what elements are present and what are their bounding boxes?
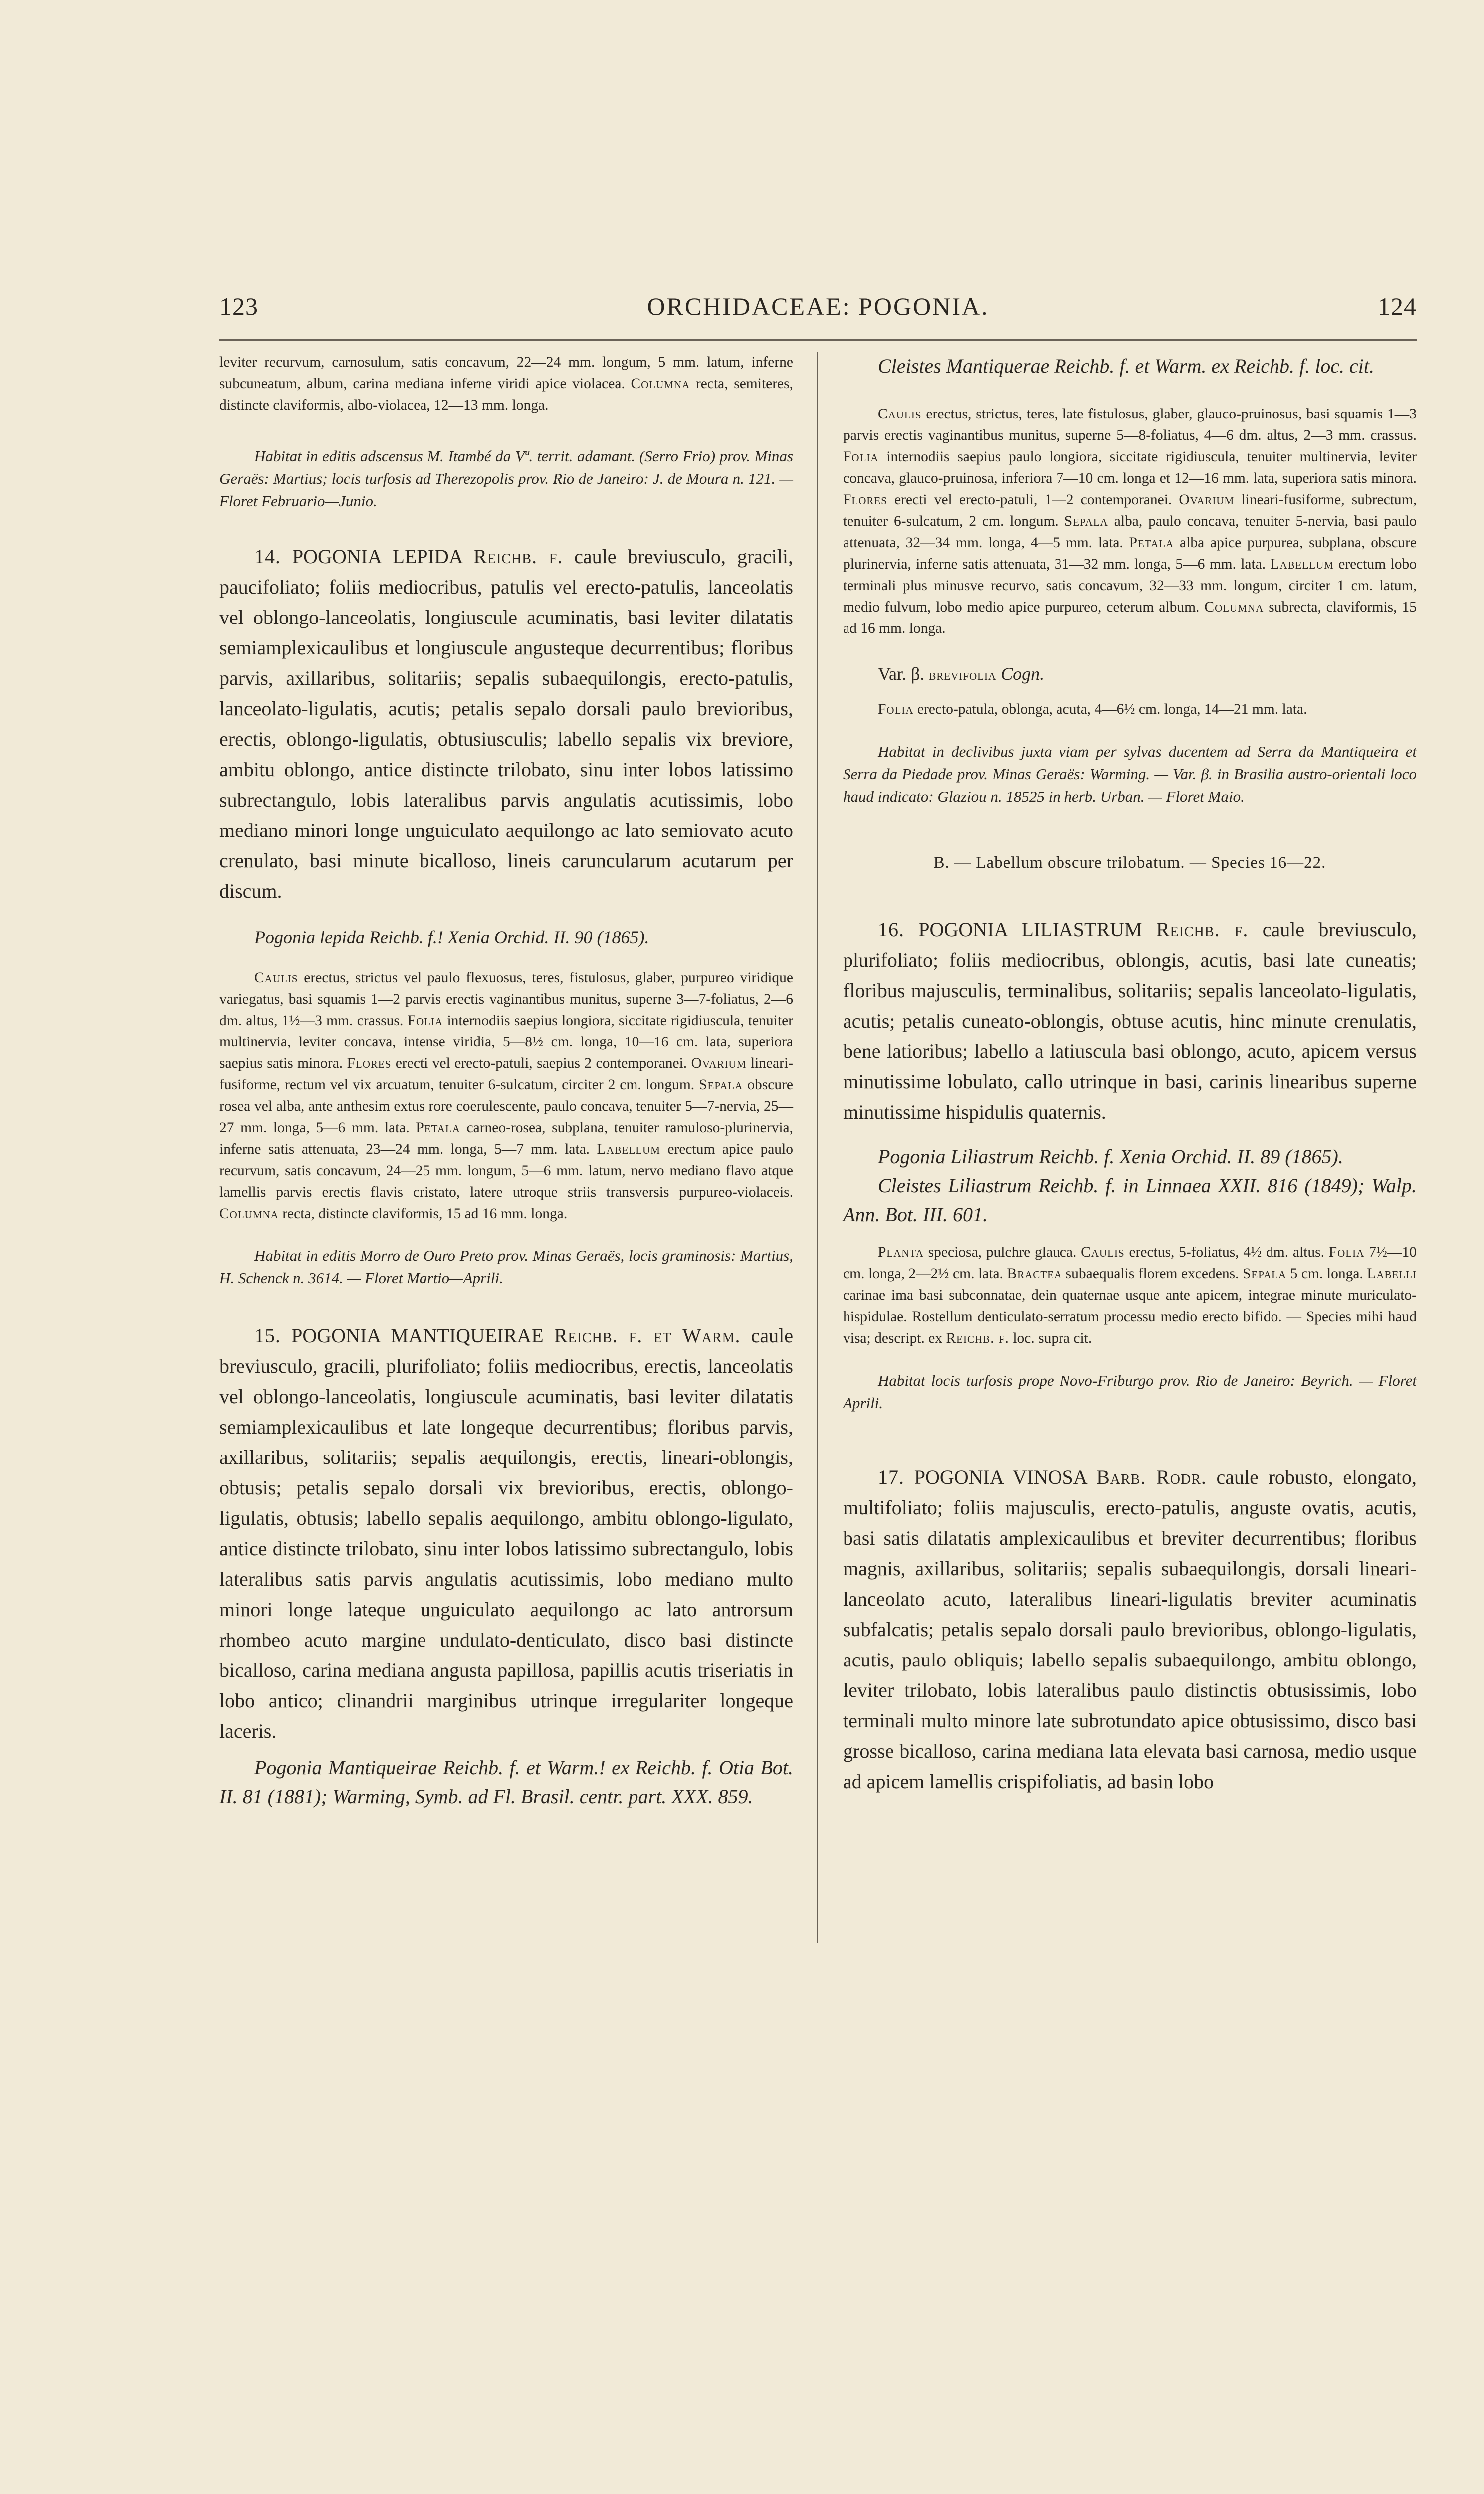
species-16-habitat: Habitat locis turfosis prope Novo-Friburgo prov. Rio de Janeiro: Beyrich. — Floret Aprili.: [843, 1372, 1417, 1412]
species-14-habitat: Habitat in editis Morro de Ouro Preto prov. Minas Geraës, locis graminosis: Martius, H. Schenck n. 3614. — Floret Martio—Aprili.: [219, 1247, 793, 1287]
header-rule: [219, 339, 1417, 341]
species-16-synonym-cleistes: Cleistes Liliastrum Reichb. f. in Linnaea XXII. 816 (1849); Walp. Ann. Bot. III. 601.: [843, 1174, 1417, 1226]
running-header: [219, 292, 1417, 332]
running-title: ORCHIDACEAE: POGONIA.: [647, 292, 989, 320]
section-b-heading: B. — Labellum obscure trilobatum. — Species 16—22.: [933, 854, 1326, 872]
species-16-diagnosis: 16. POGONIA LILIASTRUM Reichb. f. caule breviusculo, plurifoliato; foliis mediocribus, oblongis, acutis, basi late cuneatis; floribus majusculis, terminalibus, solitariis; sepalis lanceolato-ligulatis, acutis; petalis cuneato-oblongis, obtuse acutis, hinc minute crenulatis, bene latioribus; labello a latiuscula basi oblongo, acuto, apicem versus minutissime lobulato, callo utrinque in basi, carinis linearibus superne minutissime hispidulis quaternis.: [843, 918, 1417, 1123]
page-number-left: 123: [219, 292, 258, 320]
species-15-synonym-cleistes: Cleistes Mantiquerae Reichb. f. et Warm. ex Reichb. f. loc. cit.: [878, 355, 1374, 377]
species-14-description: Caulis erectus, strictus vel paulo flexuosus, teres, fistulosus, glaber, purpureo viridique variegatus, basi squamis 1—2 parvis erectis vaginantibus munitus, superne 3—7-foliatus, 2—6 dm. altus, 1½—3 mm. crassus. Folia internodiis saepius longiora, siccitate rigidiuscula, tenuiter multinervia, leviter concava, intense viridia, 5—8½ cm. longa, 10—16 cm. lata, superiora saepius satis minora. Flores erecti vel erecto-patuli, saepius 2 contemporanei. Ovarium lineari-fusiforme, rectum vel vix arcuatum, tenuiter 6-sulcatum, circiter 2 cm. longum. Sepala obscure rosea vel alba, ante anthesim extus rore coerulescente, paulo concava, tenuiter 5—7-nervia, 25—27 mm. longa, 5—6 mm. lata. Petala carneo-rosea, subplana, tenuiter ramuloso-plurinervia, inferne satis attenuata, 23—24 mm. longa, 5—7 mm. lata. Labellum erectum apice paulo recurvum, satis concavum, 24—25 mm. longum, 5—6 mm. latum, nervo mediano flavo atque lamellis parvis erectis flavis cristato, latere utroque striis transversis purpureo-violaceis. Columna recta, distincte claviformis, 15 ad 16 mm. longa.: [219, 970, 793, 1222]
species-16-synonym-pogonia: Pogonia Liliastrum Reichb. f. Xenia Orchid. II. 89 (1865).: [878, 1145, 1343, 1168]
species-17-diagnosis: 17. POGONIA VINOSA Barb. Rodr. caule robusto, elongato, multifoliato; foliis majusculis, erecto-patulis, anguste ovatis, acutis, basi satis dilatatis amplexicaulibus et breviter decurrentibus; floribus magnis, axillaribus, solitariis; sepalis subaequilongis, dorsali lineari-lanceolato acuto, lateralibus lineari-ligulatis breviter acuminatis subfalcatis; petalis sepalo dorsali paulo brevioribus, oblongo-ligulatis, acutis, paulo obliquis; labello sepalis subaequilongo, ambitu oblongo, leviter trilobato, lobis lateralibus paulo distinctis obtusissimis, lobo terminali multo minore late subrotundato apice obtusissimo, disco basi grosse bicalloso, carina mediana lata elevata basi carnosa, medio usque ad apicem lamellis crispifoliatis, ad basin lobo: [843, 1466, 1417, 1793]
continued-description: leviter recurvum, carnosulum, satis concavum, 22—24 mm. longum, 5 mm. latum, inferne subcuneatum, album, carina mediana inferne viridi apice violacea. Columna recta, semiteres, distincte claviformis, albo-violacea, 12—13 mm. longa.: [219, 354, 794, 413]
variety-description: Folia erecto-patula, oblonga, acuta, 4—6½ cm. longa, 14—21 mm. lata.: [878, 701, 1307, 717]
column-divider: [817, 352, 818, 1943]
species-15-habitat: Habitat in declivibus juxta viam per sylvas ducentem ad Serra da Mantiqueira et Serra da Piedade prov. Minas Geraës: Warming. — Var. β. in Brasilia austro-orientali loco haud indicato: Glaziou n. 18525 in herb. Urban. — Floret Maio.: [843, 743, 1417, 805]
page-number-right: 124: [1378, 292, 1417, 320]
species-15-synonym: Pogonia Mantiqueirae Reichb. f. et Warm.! ex Reichb. f. Otia Bot. II. 81 (1881); Warming, Symb. ad Fl. Brasil. centr. part. XXX. 859.: [219, 1756, 793, 1808]
species-14-synonym: Pogonia lepida Reichb. f.! Xenia Orchid. II. 90 (1865).: [254, 927, 649, 947]
habitat-13: Habitat in editis adscensus M. Itambé da Vª. territ. adamant. (Serro Frio) prov. Minas Geraës: Martius; locis turfosis ad Therezopolis prov. Rio de Janeiro: J. de Moura n. 121. — Floret Februario—Junio.: [219, 447, 793, 510]
species-15-diagnosis: 15. POGONIA MANTIQUEIRAE Reichb. f. et Warm. caule breviusculo, gracili, plurifoliato; foliis mediocribus, erectis, lanceolatis vel oblongo-lanceolatis, longiuscule acuminatis, basi leviter dilatatis semiamplexicaulibus et late longeque decurrentibus; floribus parvis, axillaribus, solitariis; sepalis aequilongis, erectis, lineari-oblongis, obtusis; petalis sepalo dorsali vix brevioribus, erectis, oblongo-ligulatis, obtusis; labello sepalis aequilongo, ambitu oblongo-ligulato, antice distincte trilobato, sinu inter lobos latissimo subrectangulo, lobis lateralibus satis parvis angulatis acutissimis, lobo mediano multo minori longe lateque unguiculato aequilongo ac lato antrorsum rhombeo acuto margine undulato-denticulato, disco basi distincte bicalloso, carina mediana angusta papillosa, papillis acutis triseriatis in lobo antico; clinandrii marginibus utrinque irregulariter longeque laceris.: [219, 1324, 794, 1742]
species-14-diagnosis: 14. POGONIA LEPIDA Reichb. f. caule breviusculo, gracili, paucifoliato; foliis mediocribus, patulis vel erecto-patulis, lanceolatis vel oblongo-lanceolatis, longiuscule acuminatis, basi leviter dilatatis semiamplexicaulibus et longiuscule angusteque decurrentibus; floribus parvis, axillaribus, solitariis; sepalis subaequilongis, erecto-patulis, lanceolato-ligulatis, acutis; petalis sepalo dorsali paulo brevioribus, erectis, oblongo-ligulatis, obtusiusculis; labello sepalis vix breviore, ambitu oblongo, antice distincte trilobato, sinu inter lobos latissimo subrectangulo, lobis lateralibus parvis angulatis acutissimis, lobo mediano minori longe unguiculato aequilongo ac lato semiovato acuto crenulato, basi minute bicalloso, lineis caruncularum acutarum per discum.: [219, 545, 793, 902]
species-16-description: Planta speciosa, pulchre glauca. Caulis erectus, 5-foliatus, 4½ dm. altus. Folia 7½—10 cm. longa, 2—2½ cm. lata. Bractea subaequalis florem excedens. Sepala 5 cm. longa. Labelli carinae ima basi subconnatae, dein quaternae usque ante apicem, integrae minute muriculato-hispidulae. Rostellum denticulato-serratum processu medio erecto bifido. — Species mihi haud visa; descript. ex Reichb. f. loc. supra cit.: [843, 1245, 1417, 1346]
variety-heading: Var. β. brevifolia Cogn.: [878, 664, 1045, 684]
species-15-description: Caulis erectus, strictus, teres, late fistulosus, glaber, glauco-pruinosus, basi squamis 1—3 parvis erectis vaginantibus munitus, superne 5—8-foliatus, 4—6 dm. altus, 2—3 mm. crassus. Folia internodiis saepius paulo longiora, siccitate rigidiuscula, tenuiter multinervia, leviter concava, glauco-pruinosa, inferiora 7—10 cm. longa et 12—16 mm. lata, superiora satis minora. Flores erecti vel erecto-patuli, 1—2 contemporanei. Ovarium lineari-fusiforme, subrectum, tenuiter 6-sulcatum, 2 cm. longum. Sepala alba, paulo concava, tenuiter 5-nervia, basi paulo attenuata, 32—34 mm. longa, 4—5 mm. lata. Petala alba apice purpurea, subplana, obscure plurinervia, inferne satis attenuata, 31—32 mm. longa, 5—6 mm. lata. Labellum erectum lobo terminali plus minusve recurvo, satis concavum, 32—33 mm. longum, circiter 1 cm. latum, medio fulvum, lobo medio apice purpureo, ceterum album. Columna subrecta, claviformis, 15 ad 16 mm. longa.: [843, 406, 1417, 636]
left-column: [219, 352, 793, 1811]
right-column: [843, 352, 1417, 1797]
